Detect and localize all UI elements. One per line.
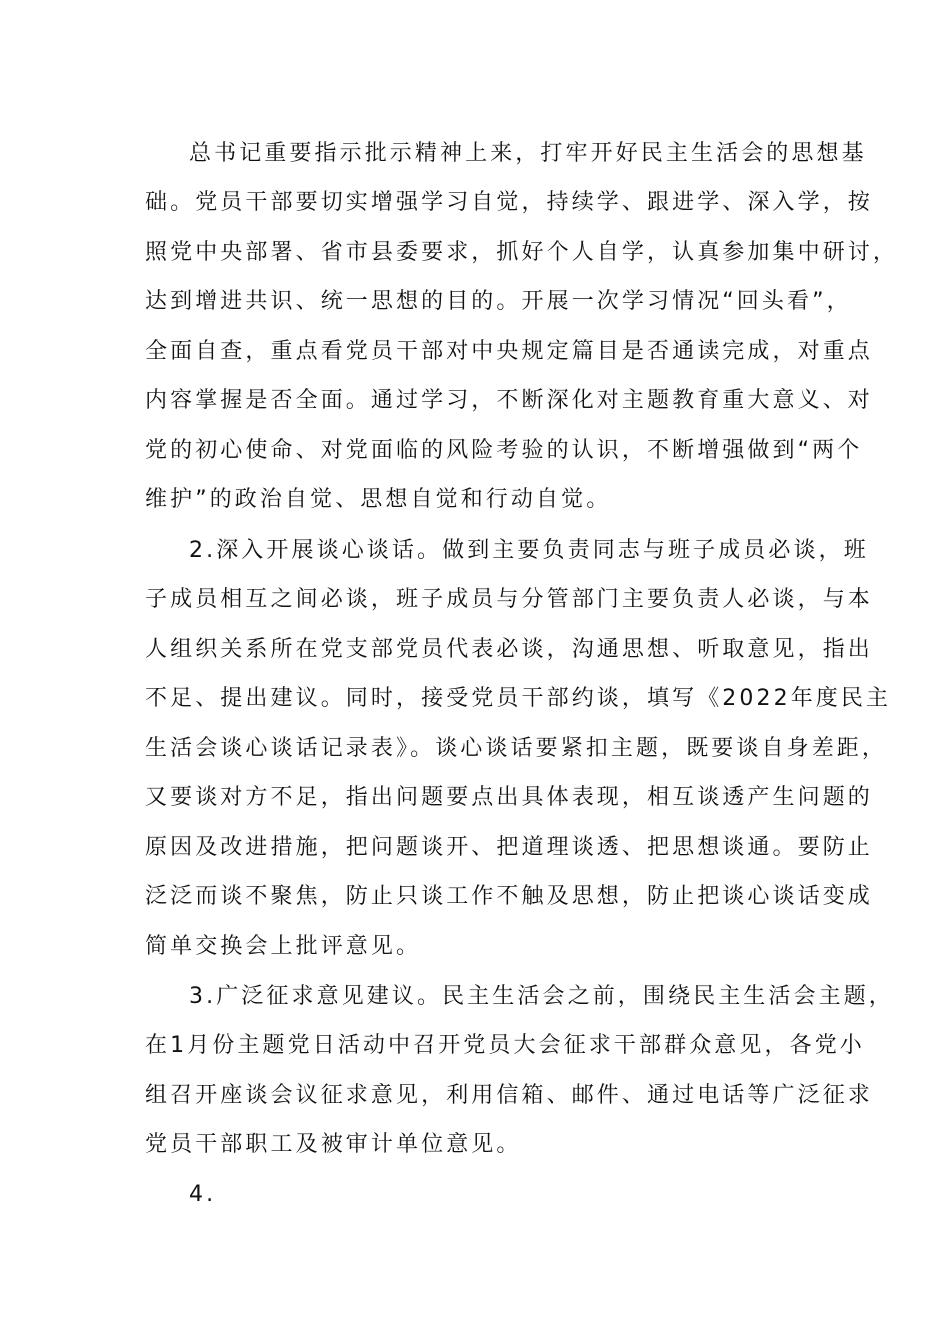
text-line: 总书记重要指示批示精神上来，打牢开好民主生活会的思想基 bbox=[189, 141, 867, 166]
text-line: 组召开座谈会议征求意见，利用信箱、邮件、通过电话等广泛征求 bbox=[145, 1083, 873, 1108]
text-line: 不足、提出建议。同时，接受党员干部约谈，填写《2022年度民主 bbox=[145, 686, 892, 711]
text-line: 础。党员干部要切实增强学习自觉，持续学、跟进学、深入学，按 bbox=[145, 190, 873, 215]
text-line: 党员干部职工及被审计单位意见。 bbox=[145, 1132, 522, 1157]
text-line: 泛泛而谈不聚焦，防止只谈工作不触及思想，防止把谈心谈话变成 bbox=[145, 884, 873, 909]
text-line: 又要谈对方不足，指出问题要点出具体表现，相互谈透产生问题的 bbox=[145, 785, 873, 810]
text-line: 4. bbox=[189, 1182, 217, 1207]
text-line: 2.深入开展谈心谈话。做到主要负责同志与班子成员必谈，班 bbox=[189, 538, 869, 563]
text-line: 全面自查，重点看党员干部对中央规定篇目是否通读完成，对重点 bbox=[145, 339, 873, 364]
text-line: 党的初心使命、对党面临的风险考验的认识，不断增强做到“两个 bbox=[145, 438, 863, 463]
text-line: 维护”的政治自觉、思想自觉和行动自觉。 bbox=[145, 487, 612, 512]
text-line: 3.广泛征求意见建议。民主生活会之前，围绕民主生活会主题， bbox=[189, 984, 894, 1009]
text-line: 达到增进共识、统一思想的目的。开展一次学习情况“回头看”， bbox=[145, 289, 852, 314]
text-line: 人组织关系所在党支部党员代表必谈，沟通思想、听取意见，指出 bbox=[145, 637, 873, 662]
text-line: 子成员相互之间必谈，班子成员与分管部门主要负责人必谈，与本 bbox=[145, 587, 873, 612]
text-line: 在1月份主题党日活动中召开党员大会征求干部群众意见，各党小 bbox=[145, 1033, 865, 1058]
text-line: 原因及改进措施，把问题谈开、把道理谈透、把思想谈通。要防止 bbox=[145, 835, 873, 860]
text-line: 生活会谈心谈话记录表》。谈心谈话要紧扣主题，既要谈自身差距， bbox=[145, 736, 888, 761]
text-line: 内容掌握是否全面。通过学习，不断深化对主题教育重大意义、对 bbox=[145, 388, 873, 413]
text-line: 简单交换会上批评意见。 bbox=[145, 934, 422, 959]
text-line: 照党中央部署、省市县委要求，抓好个人自学，认真参加集中研讨， bbox=[145, 240, 899, 265]
